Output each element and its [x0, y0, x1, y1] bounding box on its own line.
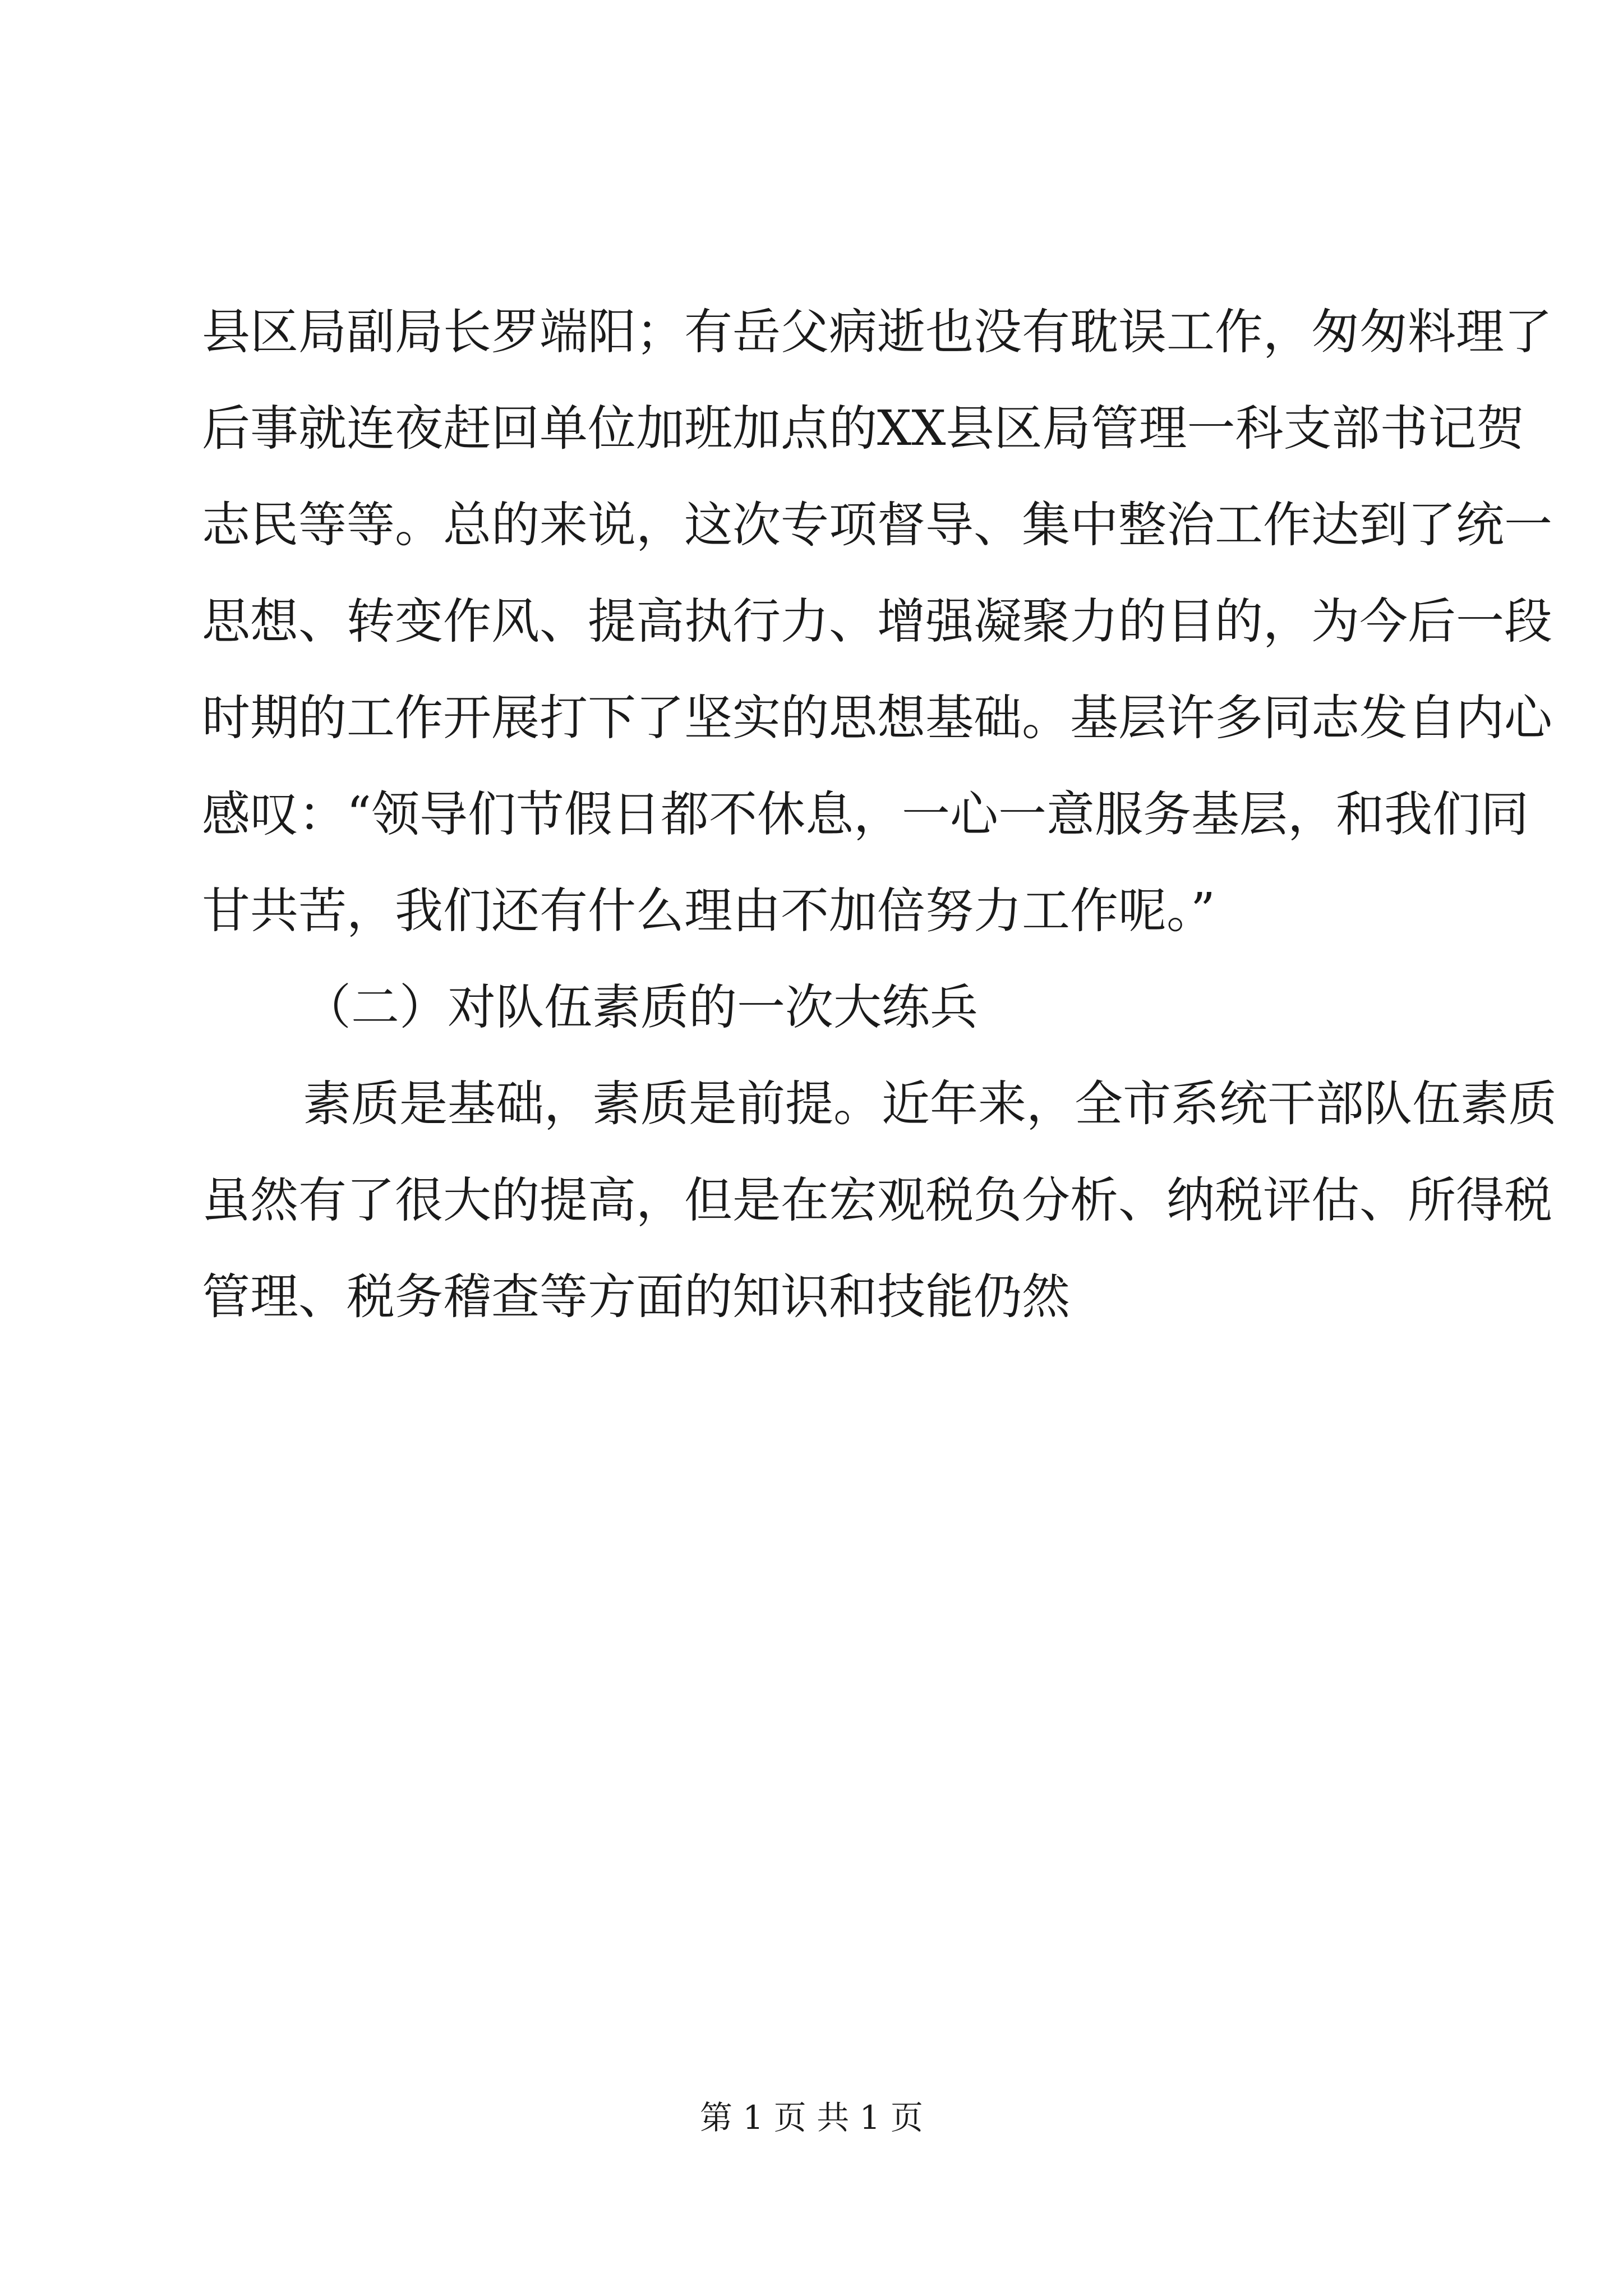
body-text-line: 管理、税务稽查等方面的知识和技能仍然	[202, 1269, 1070, 1325]
body-text-line: 后事就连夜赶回单位加班加点的XX县区局管理一科支部书记贺	[202, 401, 1525, 457]
body-text-line: 甘共苦，我们还有什么理由不加倍努力工作呢。”	[202, 883, 1215, 939]
body-text-line: 思想、转变作风、提高执行力、增强凝聚力的目的，为今后一段	[202, 593, 1552, 650]
section-heading: （二）对队伍素质的一次大练兵	[303, 979, 978, 1036]
body-text-line: 时期的工作开展打下了坚实的思想基础。基层许多同志发自内心	[202, 690, 1552, 746]
body-text-line: 虽然有了很大的提高，但是在宏观税负分析、纳税评估、所得税	[202, 1172, 1552, 1228]
body-text-line: 志民等等。总的来说，这次专项督导、集中整治工作达到了统一	[202, 497, 1552, 553]
body-text-line: 素质是基础，素质是前提。近年来，全市系统干部队伍素质	[303, 1076, 1557, 1132]
body-text-line: 县区局副局长罗端阳；有岳父病逝也没有耽误工作，匆匆料理了	[202, 304, 1552, 360]
page-footer: 第 1 页 共 1 页	[700, 2099, 923, 2137]
body-text-line: 感叹：“领导们节假日都不休息，一心一意服务基层，和我们同	[202, 786, 1529, 843]
